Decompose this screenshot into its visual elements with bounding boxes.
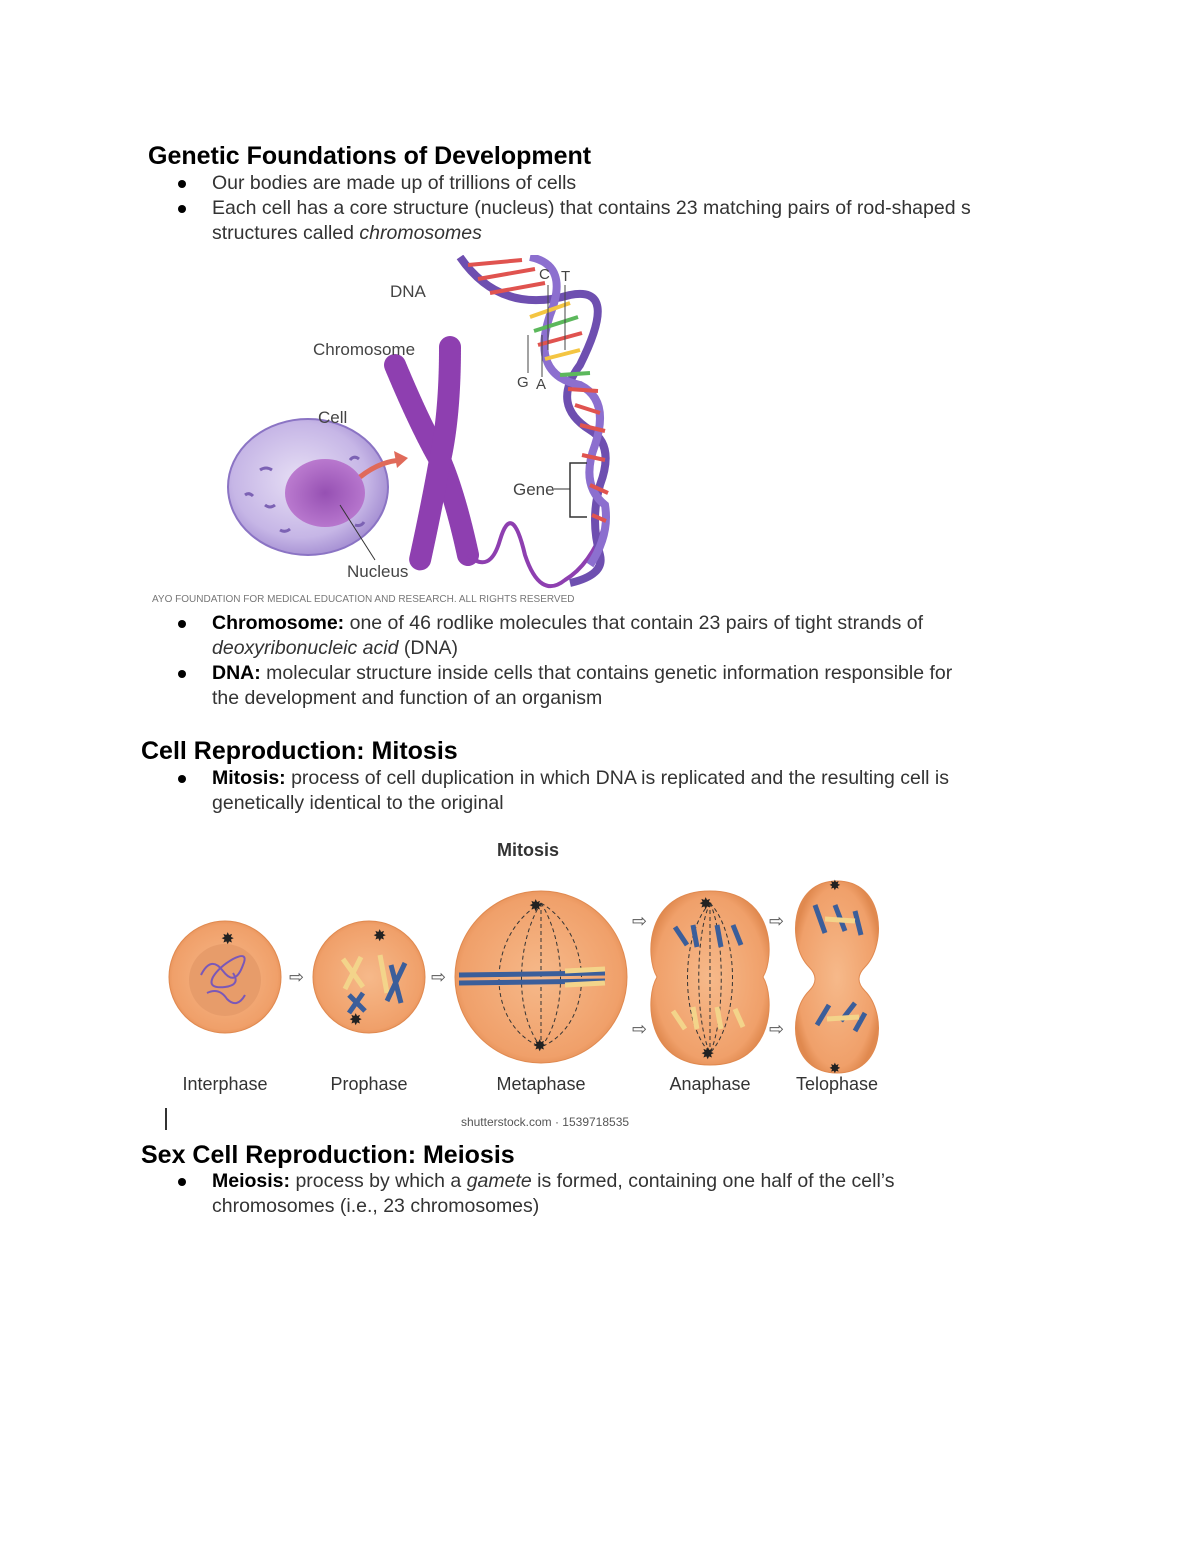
label-gene: Gene bbox=[513, 480, 555, 499]
mitosis-figure bbox=[165, 835, 895, 1135]
list-item: Chromosome: one of 46 rodlike molecules that contain 23 pairs of tight strands of deoxyribonucleic acid (DNA) bbox=[212, 611, 952, 661]
interphase-cell bbox=[169, 921, 281, 1033]
arrow-icon: ⇨ bbox=[289, 967, 305, 987]
phase-label-prophase: Prophase bbox=[330, 1074, 408, 1094]
intro-bullet-list bbox=[212, 171, 971, 246]
prophase-cell bbox=[313, 921, 425, 1033]
label-chromosome: Chromosome bbox=[313, 340, 416, 359]
phase-label-interphase: Interphase bbox=[182, 1074, 268, 1094]
text-cursor bbox=[165, 1108, 167, 1130]
list-item: DNA: molecular structure inside cells that contains genetic information responsible for the development and function of an organism bbox=[212, 661, 952, 711]
dna-chromosome-figure bbox=[150, 255, 650, 607]
bullet-icon bbox=[178, 670, 186, 678]
arrow-icon: ⇨ bbox=[632, 1019, 648, 1039]
label-g: G bbox=[517, 374, 529, 391]
svg-text:✸: ✸ bbox=[529, 898, 543, 915]
svg-text:✸: ✸ bbox=[699, 896, 713, 913]
anaphase-cell bbox=[651, 891, 769, 1065]
meiosis-bullet-list bbox=[212, 1169, 895, 1219]
mitosis-bullet-list bbox=[212, 766, 949, 816]
dna-helix-image bbox=[460, 257, 608, 583]
metaphase-cell bbox=[455, 891, 627, 1063]
definition-list bbox=[212, 611, 952, 711]
phase-label-metaphase: Metaphase bbox=[496, 1074, 586, 1094]
svg-text:✸: ✸ bbox=[349, 1012, 363, 1029]
arrow-icon: ⇨ bbox=[769, 1019, 785, 1039]
svg-text:✸: ✸ bbox=[533, 1038, 547, 1055]
label-dna: DNA bbox=[390, 282, 426, 301]
svg-text:✸: ✸ bbox=[829, 877, 841, 893]
svg-text:✸: ✸ bbox=[701, 1046, 715, 1063]
svg-text:✸: ✸ bbox=[373, 928, 387, 945]
bullet-icon bbox=[178, 620, 186, 628]
label-a: A bbox=[536, 376, 547, 393]
figure-credit: AYO FOUNDATION FOR MEDICAL EDUCATION AND RESEARCH. ALL RIGHTS RESERVED bbox=[152, 594, 575, 605]
arrow-icon: ⇨ bbox=[632, 911, 648, 931]
mitosis-title: Mitosis bbox=[496, 840, 560, 860]
svg-text:✸: ✸ bbox=[829, 1060, 841, 1076]
section-heading-meiosis: Sex Cell Reproduction: Meiosis bbox=[141, 1141, 515, 1169]
figure-credit: shutterstock.com · 1539718535 bbox=[460, 1115, 630, 1129]
telophase-cells bbox=[796, 877, 879, 1076]
list-item: Our bodies are made up of trillions of cells bbox=[212, 171, 971, 196]
bullet-icon bbox=[178, 180, 186, 188]
bullet-icon bbox=[178, 205, 186, 213]
phase-label-telophase: Telophase bbox=[795, 1074, 879, 1094]
arrow-icon: ⇨ bbox=[431, 967, 447, 987]
list-item: Meiosis: process by which a gamete is formed, containing one half of the cell’s chromosomes (i.e., 23 chromosomes) bbox=[212, 1169, 895, 1219]
list-item: Mitosis: process of cell duplication in which DNA is replicated and the resulting cell is genetically identical to the original bbox=[212, 766, 949, 816]
bullet-icon bbox=[178, 775, 186, 783]
arrow-icon: ⇨ bbox=[769, 911, 785, 931]
label-cell: Cell bbox=[318, 408, 348, 427]
chromosome-image bbox=[395, 347, 468, 560]
bullet-icon bbox=[178, 1178, 186, 1186]
label-nucleus: Nucleus bbox=[347, 562, 409, 581]
label-c: C bbox=[539, 266, 550, 283]
cell-image bbox=[228, 419, 388, 555]
svg-text:✸: ✸ bbox=[221, 931, 235, 948]
label-t: T bbox=[561, 268, 571, 285]
phase-label-anaphase: Anaphase bbox=[669, 1074, 751, 1094]
list-item: Each cell has a core structure (nucleus) that contains 23 matching pairs of rod-shaped s structures called chromosomes bbox=[212, 196, 971, 246]
section-heading-genetic-foundations: Genetic Foundations of Development bbox=[148, 142, 592, 170]
section-heading-mitosis: Cell Reproduction: Mitosis bbox=[141, 737, 458, 765]
